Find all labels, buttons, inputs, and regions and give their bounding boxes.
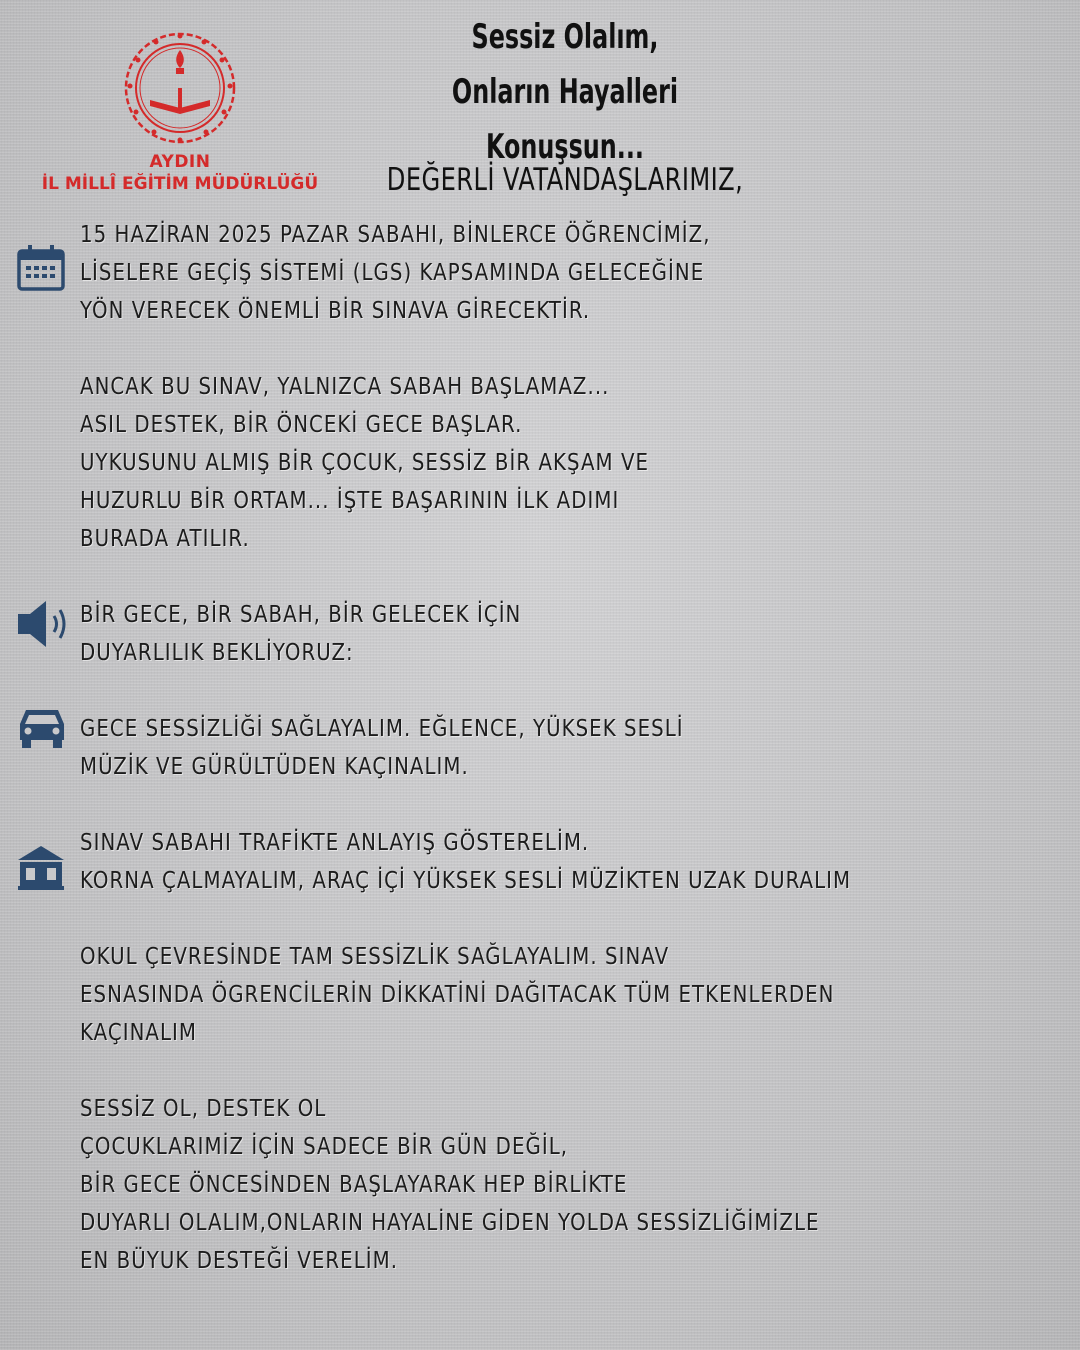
headline-line-3: Konuşsun... xyxy=(486,127,644,167)
text-line: KAÇINALIM xyxy=(80,1020,197,1046)
paragraph-traffic xyxy=(80,824,854,900)
text-line: MÜZİK VE GÜRÜLTÜDEN KAÇINALIM. xyxy=(80,754,469,780)
text-line: BURADA ATILIR. xyxy=(80,526,250,552)
text-line: KORNA ÇALMAYALIM, ARAÇ İÇİ YÜKSEK SESLİ MÜZİKTEN UZAK DURALIM xyxy=(80,868,852,894)
paragraph-night-silence xyxy=(80,710,854,786)
text-line: ESNASINDA ÖGRENCİLERİN DİKKATİNİ DAĞITACAK TÜM ETKENLERDEN xyxy=(80,982,835,1008)
headline xyxy=(382,10,749,175)
text-line: DUYARLILIK BEKLİYORUZ: xyxy=(80,640,354,666)
paragraph-intro xyxy=(80,216,854,330)
text-line: EN BÜYUK DESTEĞİ VERELİM. xyxy=(80,1248,399,1274)
logo xyxy=(30,28,330,198)
text-line: ASIL DESTEK, BİR ÖNCEKİ GECE BAŞLAR. xyxy=(80,412,523,438)
school-building-icon xyxy=(16,842,66,892)
text-line: BİR GECE ÖNCESİNDEN BAŞLAYARAK HEP BİRLİKTE xyxy=(80,1172,628,1198)
text-line: LİSELERE GEÇİŞ SİSTEMİ (LGS) KAPSAMINDA GELECEĞİNE xyxy=(80,260,705,286)
text-line: DUYARLI OLALIM,ONLARIN HAYALİNE GİDEN YOLDA SESSİZLİĞİMİZLE xyxy=(80,1210,820,1236)
headline-line-2: Onların Hayalleri xyxy=(451,72,679,112)
paragraph-awareness xyxy=(80,596,854,672)
text-line: GECE SESSİZLİĞİ SAĞLAYALIM. EĞLENCE, YÜKSEK SESLİ xyxy=(80,716,684,742)
paragraph-school-area xyxy=(80,938,854,1052)
logo-city: AYDIN xyxy=(149,152,211,172)
text-line: OKUL ÇEVRESİNDE TAM SESSİZLİK SAĞLAYALIM. SINAV xyxy=(80,944,670,970)
text-line: UYKUSUNU ALMIŞ BİR ÇOCUK, SESSİZ BİR AKŞAM VE xyxy=(80,450,650,476)
text-line: HUZURLU BİR ORTAM... İŞTE BAŞARININ İLK ADIMI xyxy=(80,488,620,514)
text-line: 15 HAZİRAN 2025 PAZAR SABAHI, BİNLERCE ÖĞRENCİMİZ, xyxy=(80,222,711,248)
text-line: BİR GECE, BİR SABAH, BİR GELECEK İÇİN xyxy=(80,602,522,628)
text-line: YÖN VERECEK ÖNEMLİ BİR SINAVA GİRECEKTİR. xyxy=(80,298,591,324)
greeting: DEĞERLİ VATANDAŞLARIMIZ, xyxy=(386,162,744,198)
calendar-icon xyxy=(16,244,66,292)
text-line: ANCAK BU SINAV, YALNIZCA SABAH BAŞLAMAZ... xyxy=(80,374,610,400)
text-line: SESSİZ OL, DESTEK OL xyxy=(80,1096,327,1122)
text-line: ÇOCUKLARIMİZ İÇİN SADECE BİR GÜN DEĞİL, xyxy=(80,1134,569,1160)
meb-emblem-icon xyxy=(120,28,240,148)
speaker-icon xyxy=(16,598,72,650)
paragraph-support xyxy=(80,368,854,558)
logo-organization: İL MİLLÎ EĞİTİM MÜDÜRLÜĞÜ xyxy=(41,174,319,194)
headline-line-1: Sessiz Olalım, xyxy=(471,17,659,57)
car-icon xyxy=(16,706,68,750)
text-line: SINAV SABAHI TRAFİKTE ANLAYIŞ GÖSTERELİM. xyxy=(80,830,590,856)
paragraph-closing xyxy=(80,1090,854,1280)
